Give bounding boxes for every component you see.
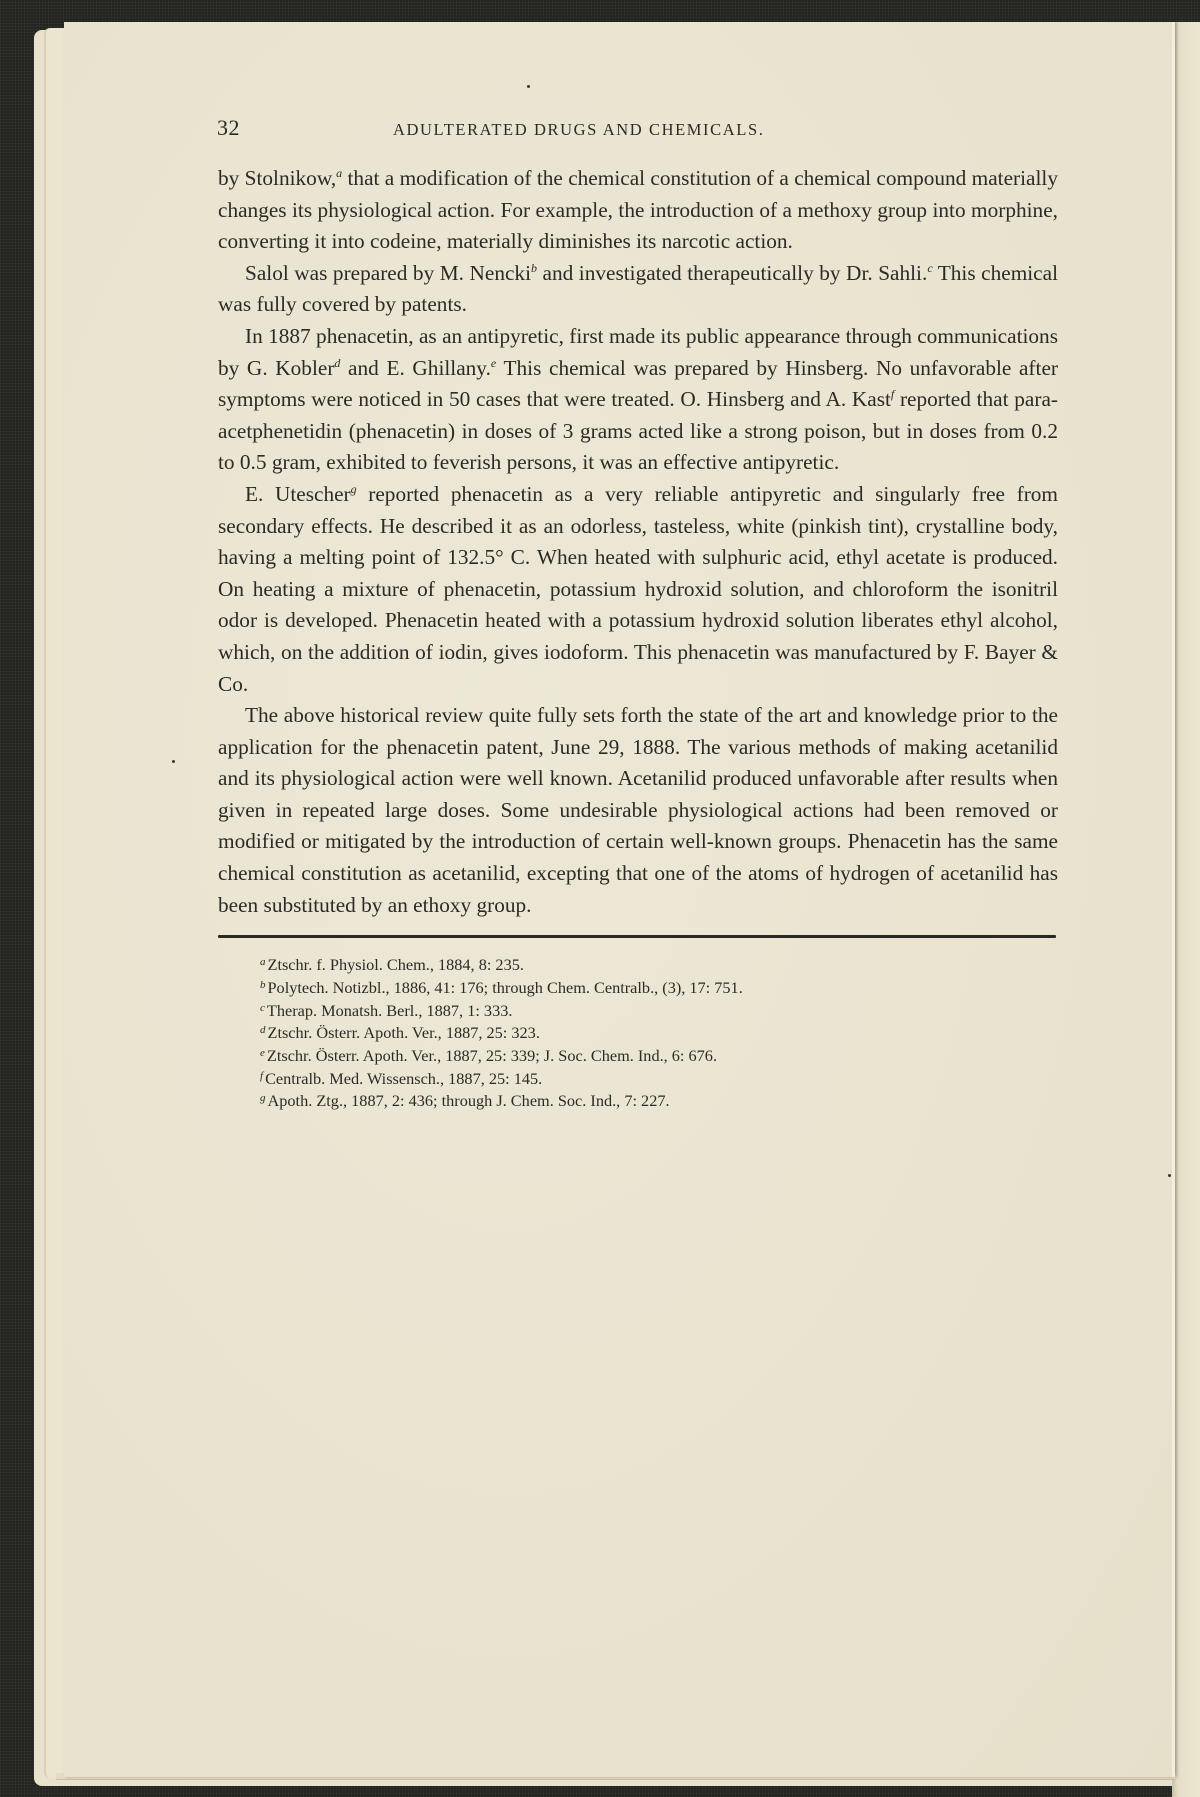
- paragraph: [218, 700, 1058, 921]
- text-segment: and E. Ghillany.: [340, 355, 491, 380]
- footnote-c: [260, 1000, 1058, 1023]
- text-segment: that a modification of the chemical constitution of a chemical compound materially changes its physiological action. For example, the introduction of a methoxy group into morphine, converting it into codeine, materially diminishes its narcotic action.: [218, 166, 1058, 254]
- footnote-text: Ztschr. f. Physiol. Chem., 1884, 8: 235.: [267, 955, 524, 975]
- footnote-a: [260, 954, 1058, 977]
- paragraph: [218, 321, 1058, 479]
- text-segment: This chemical was fully covered by patents.: [218, 260, 1058, 317]
- running-title: ADULTERATED DRUGS AND CHEMICALS.: [393, 120, 765, 139]
- text-segment: reported that para-acetphenetidin (phenacetin) in doses of 3 grams acted like a strong poison, but in doses from 0.2 to 0.5 gram, exhibited to feverish persons, it was an effective antipyretic.: [218, 387, 1058, 475]
- footnote-reference[interactable]: a: [336, 166, 343, 180]
- footnote-rule: [218, 935, 1056, 938]
- footnotes: [218, 954, 1058, 1113]
- footnote-mark: c: [260, 1001, 265, 1014]
- footnote-reference[interactable]: e: [490, 355, 497, 370]
- footnote-b: [260, 977, 1058, 1000]
- footnote-d: [260, 1022, 1058, 1045]
- footnote-text: Therap. Monatsh. Berl., 1887, 1: 333.: [266, 1000, 513, 1020]
- footnote-reference[interactable]: g: [350, 481, 357, 496]
- text-segment: reported phenacetin as a very reliable antipyretic and singularly free from secondary effects. He described it as an odorless, tasteless, white (pinkish tint), crystalline body, having a melting point of 132.5° C. When heated with sulphuric acid, ethyl acetate is produced. On heating a mixture of phenacetin, potassium hydroxid solution, and chloroform the isonitril odor is developed. Phenacetin heated with a potassium hydroxid solution liberates ethyl alcohol, which, on the addition of iodin, gives iodoform. This phenacetin was manufactured by F. Bayer & Co.: [218, 481, 1058, 696]
- footnote-mark: b: [260, 978, 266, 991]
- footnote-e: [260, 1045, 1058, 1068]
- text-segment: Salol was prepared by M. Nencki: [245, 260, 532, 285]
- paragraph: [218, 479, 1058, 700]
- footnote-text: Centralb. Med. Wissensch., 1887, 25: 145.: [265, 1068, 543, 1088]
- body-text: [218, 163, 1058, 921]
- footnote-text: Ztschr. Österr. Apoth. Ver., 1887, 25: 339; J. Soc. Chem. Ind., 6: 676.: [266, 1046, 718, 1066]
- footnote-mark: e: [260, 1047, 265, 1060]
- footnote-reference[interactable]: b: [531, 260, 538, 275]
- footnote-text: Polytech. Notizbl., 1886, 41: 176; through Chem. Centralb., (3), 17: 751.: [267, 977, 743, 997]
- text-segment: by Stolnikow,: [218, 166, 337, 190]
- footnote-text: Apoth. Ztg., 1887, 2: 436; through J. Chem. Soc. Ind., 7: 227.: [267, 1091, 670, 1111]
- footnote-g: [260, 1090, 1058, 1113]
- footnote-mark: f: [260, 1069, 264, 1082]
- paragraph: [218, 258, 1058, 321]
- paper-speck: [172, 760, 175, 763]
- footnote-mark: d: [260, 1024, 266, 1037]
- footnote-text: Ztschr. Österr. Apoth. Ver., 1887, 25: 323.: [267, 1023, 540, 1043]
- text-segment: This chemical was prepared by Hinsberg. No unfavorable after symptoms were noticed in 50 cases that were treated. O. Hinsberg and A. Kast: [218, 355, 1058, 412]
- text-segment: In 1887 phenacetin, as an antipyretic, first made its public appearance through communications by G. Kobler: [218, 323, 1058, 380]
- page-content: [218, 108, 1058, 1113]
- running-head: [218, 108, 1058, 148]
- facing-page-edge: [1172, 22, 1200, 1797]
- text-segment: The above historical review quite fully sets forth the state of the art and knowledge prior to the application for the phenacetin patent, June 29, 1888. The various methods of making acetanilid and its physiological action were well known. Acetanilid produced unfavorable after results when given in repeated large doses. Some undesirable physiological actions had been removed or modified or mitigated by the introduction of certain well-known groups. Phenacetin has the same chemical constitution as acetanilid, excepting that one of the atoms of hydrogen of acetanilid has been substituted by an ethoxy group.: [218, 703, 1058, 917]
- paragraph: [218, 163, 1058, 258]
- footnote-reference[interactable]: f: [890, 387, 895, 402]
- paper-speck: [527, 85, 530, 88]
- footnote-mark: a: [260, 956, 266, 969]
- footnote-f: [260, 1068, 1058, 1091]
- text-segment: and investigated therapeutically by Dr. Sahli.: [537, 260, 928, 285]
- footnote-mark: g: [260, 1092, 266, 1105]
- footnote-reference[interactable]: d: [334, 355, 341, 370]
- text-segment: E. Utescher: [245, 481, 351, 506]
- page-number: 32: [217, 115, 240, 140]
- paper-speck: [1168, 1174, 1171, 1177]
- footnote-reference[interactable]: c: [927, 260, 933, 275]
